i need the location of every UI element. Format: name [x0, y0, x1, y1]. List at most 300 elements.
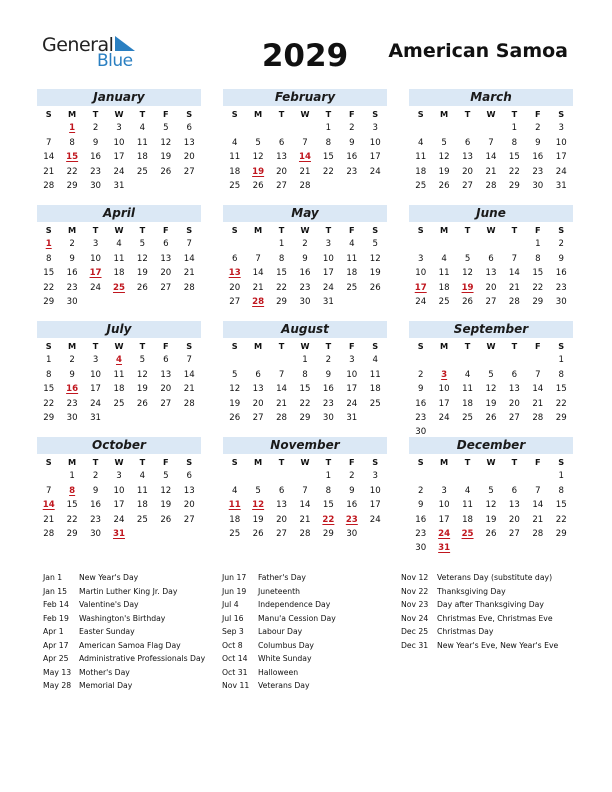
weekday-label: T: [511, 341, 518, 351]
day-cell: 30: [532, 180, 544, 191]
holiday-date: 25: [112, 282, 125, 293]
day-cell: 3: [372, 123, 378, 134]
month-march: [409, 89, 573, 193]
day-cell: 8: [45, 369, 52, 380]
day-cell: 14: [532, 384, 544, 395]
day-cell: 13: [276, 500, 288, 511]
day-cell: 10: [438, 384, 450, 395]
day-cell: 30: [299, 296, 311, 307]
holiday-entry-date: Dec 25: [401, 627, 429, 636]
holiday-entry: [222, 639, 336, 653]
day-cell: 9: [558, 253, 564, 264]
day-cell: 15: [555, 384, 567, 395]
day-cell: 29: [43, 412, 55, 423]
empty-cell: [246, 469, 269, 483]
holiday-entry-name: Memorial Day: [79, 681, 133, 690]
day-cell: 6: [163, 239, 169, 250]
day-cell: 13: [485, 268, 497, 279]
day-cell: 10: [90, 253, 102, 264]
day-cell: 6: [278, 485, 285, 496]
day-cell: 14: [183, 253, 195, 264]
day-cell: 27: [485, 296, 497, 307]
day-cell: 11: [346, 253, 358, 264]
holiday-entry-name: Labour Day: [258, 627, 303, 636]
weekday-label: T: [464, 341, 471, 351]
day-cell: 3: [417, 253, 424, 264]
day-cell: 1: [325, 123, 332, 134]
holiday-entry-name: Christmas Eve, Christmas Eve: [437, 613, 553, 623]
logo-triangle-icon: [113, 36, 137, 52]
weekday-label: W: [114, 457, 124, 467]
weekday-label: S: [231, 457, 238, 467]
day-cell: 25: [462, 412, 474, 423]
weekday-label: T: [92, 341, 99, 351]
day-cell: 13: [183, 485, 195, 496]
weekday-label: T: [278, 109, 285, 119]
day-cell: 28: [532, 528, 544, 539]
day-cell: 24: [322, 282, 334, 293]
day-cell: 2: [69, 355, 75, 366]
day-cell: 22: [532, 282, 544, 293]
day-cell: 28: [276, 412, 288, 423]
weekday-label: M: [254, 457, 263, 467]
empty-cell: [409, 121, 432, 135]
day-cell: 18: [229, 166, 241, 177]
weekday-label: S: [45, 341, 52, 351]
day-cell: 17: [90, 384, 102, 395]
day-cell: 24: [90, 282, 102, 293]
day-cell: 23: [415, 412, 427, 423]
weekday-label: T: [139, 109, 146, 119]
day-cell: 10: [555, 137, 567, 148]
empty-cell: [432, 353, 455, 367]
holiday-date: 16: [66, 384, 79, 395]
month-june: [409, 205, 573, 309]
holiday-entry-name: Easter Sunday: [79, 627, 135, 636]
day-cell: 20: [276, 166, 288, 177]
day-cell: 22: [276, 282, 288, 293]
day-cell: 25: [229, 180, 241, 191]
day-cell: 17: [322, 268, 334, 279]
day-cell: 28: [532, 412, 544, 423]
day-cell: 24: [90, 398, 102, 409]
day-cell: 27: [160, 398, 172, 409]
day-cell: 29: [508, 180, 520, 191]
day-cell: 10: [369, 137, 381, 148]
day-cell: 27: [229, 296, 241, 307]
logo-text-blue: Blue: [97, 51, 133, 71]
empty-cell: [246, 353, 269, 367]
day-cell: 26: [462, 296, 474, 307]
day-cell: 6: [278, 137, 285, 148]
day-cell: 12: [485, 500, 497, 511]
weekday-label: T: [325, 225, 332, 235]
day-cell: 7: [511, 253, 518, 264]
day-cell: 26: [160, 166, 172, 177]
holiday-entry: [43, 612, 205, 626]
day-cell: 16: [66, 268, 78, 279]
holiday-date: 31: [438, 543, 451, 554]
day-grid: [409, 107, 573, 193]
day-cell: 21: [252, 282, 264, 293]
day-grid: [223, 339, 387, 425]
weekday-label: S: [231, 225, 238, 235]
weekday-label: T: [325, 457, 332, 467]
weekday-label: F: [535, 109, 541, 119]
holiday-entry-date: Nov 11: [222, 681, 250, 690]
holiday-entry-date: Oct 31: [222, 667, 248, 677]
day-cell: 20: [508, 398, 520, 409]
day-cell: 5: [488, 485, 494, 496]
day-cell: 15: [299, 384, 311, 395]
day-grid: [37, 107, 201, 193]
day-cell: 24: [346, 398, 358, 409]
day-cell: 13: [183, 137, 195, 148]
weekday-label: T: [464, 109, 471, 119]
day-cell: 25: [346, 282, 358, 293]
weekday-label: T: [278, 457, 285, 467]
day-cell: 9: [417, 384, 424, 395]
day-cell: 12: [369, 253, 381, 264]
day-cell: 3: [116, 123, 122, 134]
day-cell: 27: [183, 514, 195, 525]
holiday-entry: [401, 612, 558, 626]
day-cell: 17: [113, 152, 125, 163]
holiday-date: 8: [69, 485, 76, 496]
holiday-entry: [401, 598, 558, 612]
weekday-label: F: [163, 341, 169, 351]
day-cell: 17: [438, 398, 450, 409]
weekday-label: M: [440, 457, 449, 467]
holiday-entry-name: Administrative Professionals Day: [79, 654, 206, 663]
weekday-label: T: [511, 457, 518, 467]
day-cell: 31: [90, 412, 102, 423]
month-title: September: [409, 321, 573, 338]
day-cell: 30: [66, 412, 78, 423]
month-july: [37, 321, 201, 425]
holiday-entry-name: Day after Thanksgiving Day: [437, 600, 544, 609]
month-october: [37, 437, 201, 541]
weekday-label: T: [139, 225, 146, 235]
holiday-entry-date: Apr 25: [43, 654, 69, 663]
day-cell: 13: [160, 253, 172, 264]
holiday-entry-name: Mother's Day: [79, 667, 130, 677]
weekday-label: F: [163, 109, 169, 119]
day-cell: 11: [113, 253, 125, 264]
weekday-label: F: [349, 457, 355, 467]
weekday-label: T: [511, 225, 518, 235]
day-cell: 13: [160, 369, 172, 380]
day-cell: 4: [231, 485, 238, 496]
day-cell: 1: [558, 355, 564, 366]
day-cell: 5: [255, 485, 261, 496]
holiday-entry: [43, 625, 205, 639]
day-cell: 24: [438, 412, 450, 423]
day-cell: 2: [302, 239, 308, 250]
day-cell: 31: [322, 296, 334, 307]
day-cell: 10: [113, 485, 125, 496]
day-cell: 9: [325, 369, 332, 380]
day-cell: 4: [349, 239, 355, 250]
weekday-label: T: [278, 341, 285, 351]
day-cell: 8: [535, 253, 541, 264]
day-cell: 12: [160, 485, 172, 496]
day-cell: 14: [299, 500, 311, 511]
holiday-entry-name: Thanksgiving Day: [437, 586, 506, 596]
day-cell: 7: [255, 253, 261, 264]
weekday-label: T: [139, 341, 146, 351]
holiday-entry-date: Jan 15: [43, 586, 68, 596]
day-cell: 19: [369, 268, 381, 279]
day-cell: 6: [186, 123, 192, 134]
holiday-entry-date: Apr 1: [43, 627, 64, 636]
day-cell: 7: [45, 137, 52, 148]
holiday-entry-name: Independence Day: [258, 600, 331, 609]
holiday-date: 23: [345, 514, 358, 525]
day-grid: [409, 455, 573, 556]
day-cell: 20: [183, 500, 195, 511]
empty-cell: [456, 237, 479, 251]
weekday-label: W: [114, 109, 124, 119]
weekday-label: M: [68, 341, 77, 351]
day-cell: 5: [372, 239, 378, 250]
day-cell: 6: [255, 369, 261, 380]
holiday-entry: [222, 666, 336, 680]
holiday-entry-date: May 13: [43, 667, 72, 677]
day-cell: 16: [555, 268, 567, 279]
day-cell: 23: [66, 282, 78, 293]
weekday-label: T: [325, 341, 332, 351]
day-cell: 14: [276, 384, 288, 395]
day-cell: 15: [43, 384, 55, 395]
empty-cell: [479, 469, 502, 483]
day-cell: 4: [417, 137, 424, 148]
holiday-date: 17: [89, 268, 102, 279]
day-cell: 1: [278, 239, 285, 250]
empty-cell: [432, 469, 455, 483]
day-cell: 26: [438, 180, 450, 191]
holiday-date: 14: [298, 152, 311, 163]
day-cell: 3: [92, 239, 99, 250]
day-cell: 8: [558, 485, 564, 496]
day-cell: 21: [276, 398, 288, 409]
holiday-date: 14: [42, 500, 55, 511]
day-cell: 2: [417, 485, 424, 496]
weekday-label: S: [372, 109, 379, 119]
day-cell: 14: [485, 152, 497, 163]
holiday-entry-name: Manu'a Cession Day: [258, 613, 336, 623]
holiday-entry: [401, 585, 558, 599]
day-cell: 21: [299, 166, 311, 177]
day-cell: 7: [186, 355, 192, 366]
weekday-label: S: [186, 225, 193, 235]
empty-cell: [270, 121, 293, 135]
day-cell: 4: [464, 485, 471, 496]
month-title: June: [409, 205, 573, 222]
day-cell: 8: [278, 253, 285, 264]
day-cell: 22: [508, 166, 520, 177]
holiday-entry: [43, 598, 205, 612]
month-december: [409, 437, 573, 556]
month-may: [223, 205, 387, 309]
day-cell: 14: [508, 268, 520, 279]
empty-cell: [432, 237, 455, 251]
empty-cell: [526, 353, 549, 367]
day-cell: 10: [322, 253, 334, 264]
weekday-label: W: [300, 457, 310, 467]
holiday-date: 3: [441, 369, 448, 380]
day-cell: 25: [136, 166, 148, 177]
day-cell: 7: [302, 485, 308, 496]
day-cell: 1: [45, 355, 52, 366]
weekday-label: T: [511, 109, 518, 119]
day-cell: 8: [325, 137, 332, 148]
holiday-entry-date: Nov 24: [401, 613, 429, 623]
day-cell: 20: [183, 152, 195, 163]
empty-cell: [223, 353, 246, 367]
day-cell: 23: [346, 166, 358, 177]
holiday-date: 1: [45, 239, 52, 250]
holiday-entry-name: Veterans Day: [258, 681, 310, 690]
logo: [42, 34, 142, 74]
holiday-entry-name: New Year's Eve, New Year's Eve: [437, 640, 559, 650]
holiday-entry-name: White Sunday: [258, 654, 312, 663]
empty-cell: [270, 353, 293, 367]
empty-cell: [432, 121, 455, 135]
holiday-entry-name: New Year's Day: [79, 573, 139, 582]
day-cell: 19: [136, 268, 148, 279]
holiday-date: 1: [69, 123, 76, 134]
day-cell: 12: [462, 268, 474, 279]
calendar-year: 2029: [261, 38, 349, 74]
day-cell: 31: [113, 180, 125, 191]
weekday-label: W: [486, 225, 496, 235]
weekday-label: M: [68, 225, 77, 235]
weekday-label: S: [558, 225, 565, 235]
weekday-label: S: [186, 457, 193, 467]
holiday-entry-date: Dec 31: [401, 640, 429, 650]
day-cell: 26: [136, 398, 148, 409]
day-cell: 9: [535, 137, 541, 148]
day-cell: 16: [90, 500, 102, 511]
day-cell: 19: [485, 514, 497, 525]
weekday-label: W: [486, 457, 496, 467]
day-cell: 23: [90, 166, 102, 177]
day-cell: 20: [276, 514, 288, 525]
day-cell: 18: [462, 514, 474, 525]
day-cell: 13: [276, 152, 288, 163]
weekday-label: M: [68, 109, 77, 119]
day-cell: 28: [43, 528, 55, 539]
day-cell: 27: [508, 412, 520, 423]
weekday-label: M: [254, 225, 263, 235]
day-cell: 19: [160, 500, 172, 511]
holiday-entry: [43, 666, 205, 680]
day-cell: 27: [276, 528, 288, 539]
weekday-label: M: [440, 341, 449, 351]
day-cell: 9: [92, 137, 99, 148]
holiday-entry-date: Sep 3: [222, 627, 244, 636]
day-cell: 15: [322, 152, 334, 163]
weekday-label: S: [417, 341, 424, 351]
day-cell: 5: [139, 355, 146, 366]
empty-cell: [37, 469, 60, 483]
day-cell: 16: [532, 152, 544, 163]
day-cell: 30: [66, 296, 78, 307]
weekday-label: F: [349, 109, 355, 119]
day-cell: 23: [66, 398, 78, 409]
day-cell: 16: [415, 514, 427, 525]
day-cell: 29: [299, 412, 311, 423]
day-cell: 16: [322, 384, 334, 395]
day-cell: 17: [346, 384, 358, 395]
holiday-date: 19: [252, 166, 265, 177]
holiday-entry-date: Nov 22: [401, 586, 429, 596]
day-cell: 10: [438, 500, 450, 511]
day-cell: 26: [229, 412, 241, 423]
day-cell: 17: [369, 500, 381, 511]
weekday-label: F: [163, 225, 169, 235]
day-cell: 22: [43, 282, 55, 293]
day-cell: 18: [369, 384, 381, 395]
day-cell: 25: [136, 514, 148, 525]
holiday-date: 24: [438, 528, 451, 539]
month-title: February: [223, 89, 387, 106]
day-cell: 3: [92, 355, 99, 366]
day-cell: 12: [136, 369, 148, 380]
month-april: [37, 205, 201, 309]
holiday-entry-date: Jan 1: [43, 573, 63, 582]
day-cell: 26: [252, 180, 264, 191]
day-cell: 6: [511, 485, 518, 496]
day-cell: 12: [136, 253, 148, 264]
day-cell: 18: [415, 166, 427, 177]
weekday-label: M: [440, 109, 449, 119]
weekday-label: M: [254, 341, 263, 351]
day-cell: 22: [66, 514, 78, 525]
day-cell: 5: [488, 369, 494, 380]
month-february: [223, 89, 387, 193]
empty-cell: [270, 469, 293, 483]
day-cell: 17: [113, 500, 125, 511]
day-cell: 10: [346, 369, 358, 380]
day-cell: 2: [349, 123, 355, 134]
day-cell: 18: [462, 398, 474, 409]
day-cell: 4: [372, 355, 378, 366]
day-cell: 23: [322, 398, 334, 409]
day-cell: 27: [508, 528, 520, 539]
day-grid: [223, 223, 387, 309]
holiday-entry-date: Oct 8: [222, 640, 243, 650]
month-title: October: [37, 437, 201, 454]
empty-cell: [223, 237, 246, 251]
day-cell: 3: [325, 239, 332, 250]
day-cell: 4: [139, 471, 146, 482]
holiday-entry: [43, 585, 205, 599]
day-cell: 3: [349, 355, 355, 366]
weekday-label: S: [558, 341, 565, 351]
day-cell: 6: [163, 355, 169, 366]
day-cell: 2: [417, 369, 424, 380]
holiday-entry-name: Washington's Birthday: [79, 613, 166, 623]
holiday-entry-date: Jun 17: [222, 573, 247, 582]
weekday-label: T: [464, 225, 471, 235]
day-cell: 21: [508, 282, 520, 293]
day-cell: 14: [43, 152, 55, 163]
empty-cell: [293, 121, 316, 135]
weekday-label: S: [186, 109, 193, 119]
weekday-label: S: [372, 457, 379, 467]
